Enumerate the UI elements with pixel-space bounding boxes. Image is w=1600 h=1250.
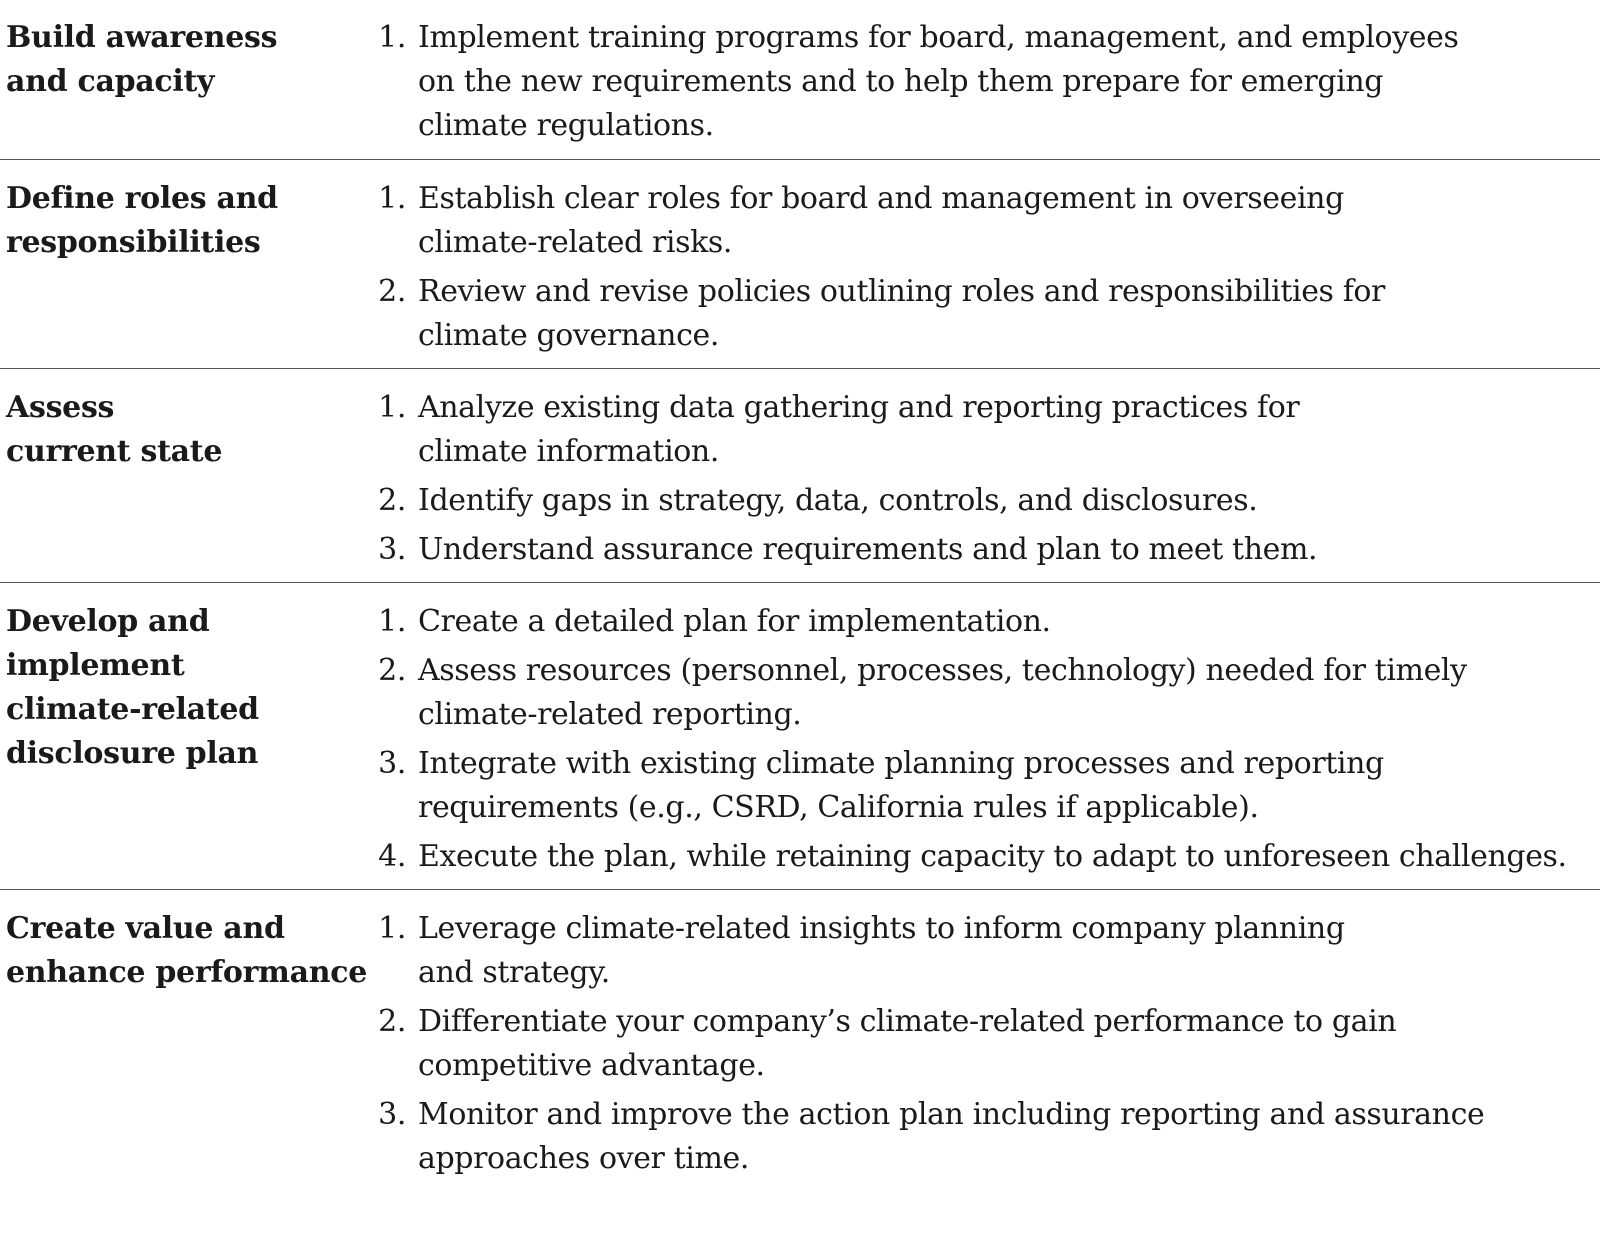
row-heading: Assess current state bbox=[6, 390, 223, 469]
row-heading: Define roles and responsibilities bbox=[6, 181, 278, 260]
item-text: Implement training programs for board, management, and employees on the new requirements and to help them prepare for emerging climate regulations. bbox=[418, 20, 1459, 143]
table-row bbox=[0, 583, 1600, 890]
item-text: Understand assurance requirements and plan to meet them. bbox=[418, 532, 1318, 567]
list-item bbox=[372, 386, 1600, 474]
list-item bbox=[372, 270, 1600, 358]
list-item bbox=[372, 1000, 1600, 1088]
item-number: 2. bbox=[378, 653, 406, 688]
action-list bbox=[372, 16, 1600, 148]
list-item bbox=[372, 649, 1600, 737]
item-text: Create a detailed plan for implementation. bbox=[418, 604, 1051, 639]
table-row bbox=[0, 890, 1600, 1191]
row-heading: Build awareness and capacity bbox=[6, 20, 278, 99]
item-number: 1. bbox=[378, 911, 406, 946]
row-heading: Create value and enhance performance bbox=[6, 911, 367, 990]
item-text: Establish clear roles for board and management in overseeing climate-related risks. bbox=[418, 181, 1344, 260]
item-text: Review and revise policies outlining roles and responsibilities for climate governance. bbox=[418, 274, 1385, 353]
action-list bbox=[372, 600, 1600, 879]
item-number: 3. bbox=[378, 1097, 406, 1132]
item-number: 1. bbox=[378, 604, 406, 639]
row-heading: Develop and implement climate-related disclosure plan bbox=[6, 604, 259, 771]
list-item bbox=[372, 528, 1600, 572]
action-list bbox=[372, 386, 1600, 572]
item-number: 2. bbox=[378, 1004, 406, 1039]
list-item bbox=[372, 907, 1600, 995]
item-text: Differentiate your company’s climate-related performance to gain competitive advantage. bbox=[418, 1004, 1397, 1083]
list-item bbox=[372, 177, 1600, 265]
item-text: Identify gaps in strategy, data, controls, and disclosures. bbox=[418, 483, 1258, 518]
table-row bbox=[0, 160, 1600, 369]
item-number: 1. bbox=[378, 181, 406, 216]
list-item bbox=[372, 479, 1600, 523]
item-text: Assess resources (personnel, processes, technology) needed for timely climate-related reporting. bbox=[418, 653, 1467, 732]
action-list bbox=[372, 177, 1600, 358]
item-number: 1. bbox=[378, 20, 406, 55]
item-text: Monitor and improve the action plan including reporting and assurance approaches over time. bbox=[418, 1097, 1485, 1176]
list-item bbox=[372, 835, 1600, 879]
item-number: 1. bbox=[378, 390, 406, 425]
item-number: 3. bbox=[378, 746, 406, 781]
list-item bbox=[372, 16, 1600, 148]
table-row bbox=[0, 369, 1600, 583]
item-number: 3. bbox=[378, 532, 406, 567]
list-item bbox=[372, 742, 1600, 830]
item-text: Integrate with existing climate planning processes and reporting requirements (e.g., CSRD, California rules if applicable). bbox=[418, 746, 1384, 825]
list-item bbox=[372, 1093, 1600, 1181]
table-row bbox=[0, 0, 1600, 160]
item-number: 2. bbox=[378, 274, 406, 309]
item-text: Analyze existing data gathering and reporting practices for climate information. bbox=[418, 390, 1300, 469]
list-item bbox=[372, 600, 1600, 644]
item-number: 4. bbox=[378, 839, 406, 874]
item-text: Execute the plan, while retaining capacity to adapt to unforeseen challenges. bbox=[418, 839, 1567, 874]
action-list bbox=[372, 907, 1600, 1181]
item-number: 2. bbox=[378, 483, 406, 518]
item-text: Leverage climate-related insights to inform company planning and strategy. bbox=[418, 911, 1345, 990]
